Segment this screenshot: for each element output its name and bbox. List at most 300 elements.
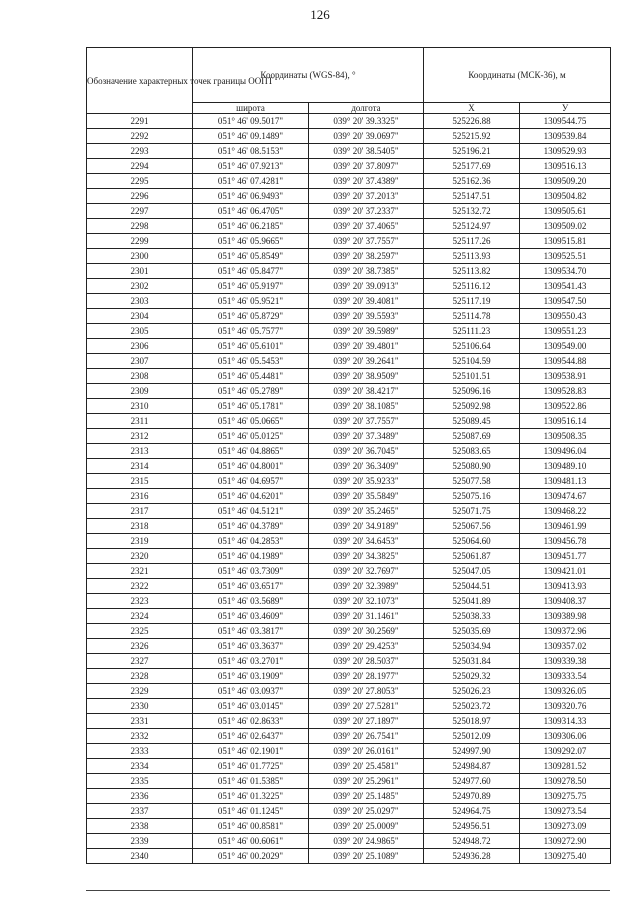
y-coordinate-cell: 1309275.40	[520, 849, 611, 864]
point-number-cell: 2303	[87, 294, 193, 309]
header-latitude: широта	[193, 103, 309, 114]
point-number-cell: 2324	[87, 609, 193, 624]
point-number-cell: 2299	[87, 234, 193, 249]
point-number-cell: 2315	[87, 474, 193, 489]
page-number: 126	[310, 7, 330, 22]
longitude-cell: 039° 20' 35.2465"	[309, 504, 424, 519]
x-coordinate-cell: 525092.98	[424, 399, 520, 414]
table-row	[87, 534, 611, 549]
x-coordinate-cell: 525061.87	[424, 549, 520, 564]
x-coordinate-cell: 525089.45	[424, 414, 520, 429]
latitude-cell: 051° 46' 01.7725"	[193, 759, 309, 774]
table-row	[87, 384, 611, 399]
point-number-cell: 2296	[87, 189, 193, 204]
point-number-cell: 2309	[87, 384, 193, 399]
longitude-cell: 039° 20' 35.9233"	[309, 474, 424, 489]
x-coordinate-cell: 525124.97	[424, 219, 520, 234]
y-coordinate-cell: 1309275.75	[520, 789, 611, 804]
x-coordinate-cell: 525116.12	[424, 279, 520, 294]
longitude-cell: 039° 20' 27.1897"	[309, 714, 424, 729]
point-number-cell: 2329	[87, 684, 193, 699]
longitude-cell: 039° 20' 25.0297"	[309, 804, 424, 819]
longitude-cell: 039° 20' 36.3409"	[309, 459, 424, 474]
table-row	[87, 204, 611, 219]
y-coordinate-cell: 1309468.22	[520, 504, 611, 519]
y-coordinate-cell: 1309357.02	[520, 639, 611, 654]
table-row	[87, 459, 611, 474]
latitude-cell: 051° 46' 04.2853"	[193, 534, 309, 549]
table-row	[87, 714, 611, 729]
x-coordinate-cell: 525106.64	[424, 339, 520, 354]
y-coordinate-cell: 1309549.00	[520, 339, 611, 354]
y-coordinate-cell: 1309461.99	[520, 519, 611, 534]
latitude-cell: 051° 46' 04.5121"	[193, 504, 309, 519]
point-number-cell: 2321	[87, 564, 193, 579]
y-coordinate-cell: 1309505.61	[520, 204, 611, 219]
y-coordinate-cell: 1309273.09	[520, 819, 611, 834]
y-coordinate-cell: 1309413.93	[520, 579, 611, 594]
table-row	[87, 339, 611, 354]
x-coordinate-cell: 524948.72	[424, 834, 520, 849]
table-row	[87, 129, 611, 144]
x-coordinate-cell: 525111.23	[424, 324, 520, 339]
latitude-cell: 051° 46' 01.1245"	[193, 804, 309, 819]
y-coordinate-cell: 1309515.81	[520, 234, 611, 249]
x-coordinate-cell: 525044.51	[424, 579, 520, 594]
table-row	[87, 594, 611, 609]
table-row	[87, 399, 611, 414]
point-number-cell: 2320	[87, 549, 193, 564]
table-row	[87, 564, 611, 579]
latitude-cell: 051° 46' 03.0145"	[193, 699, 309, 714]
y-coordinate-cell: 1309509.20	[520, 174, 611, 189]
latitude-cell: 051° 46' 05.0665"	[193, 414, 309, 429]
table-row	[87, 264, 611, 279]
y-coordinate-cell: 1309547.50	[520, 294, 611, 309]
y-coordinate-cell: 1309544.88	[520, 354, 611, 369]
longitude-cell: 039° 20' 37.7557"	[309, 234, 424, 249]
longitude-cell: 039° 20' 26.7541"	[309, 729, 424, 744]
y-coordinate-cell: 1309538.91	[520, 369, 611, 384]
point-number-cell: 2305	[87, 324, 193, 339]
point-number-cell: 2336	[87, 789, 193, 804]
x-coordinate-cell: 525041.89	[424, 594, 520, 609]
latitude-cell: 051° 46' 03.7309"	[193, 564, 309, 579]
x-coordinate-cell: 525117.19	[424, 294, 520, 309]
y-coordinate-cell: 1309489.10	[520, 459, 611, 474]
table-row	[87, 654, 611, 669]
point-number-cell: 2338	[87, 819, 193, 834]
x-coordinate-cell: 525075.16	[424, 489, 520, 504]
x-coordinate-cell: 525113.93	[424, 249, 520, 264]
y-coordinate-cell: 1309306.06	[520, 729, 611, 744]
longitude-cell: 039° 20' 25.0009"	[309, 819, 424, 834]
x-coordinate-cell: 525018.97	[424, 714, 520, 729]
table-row	[87, 639, 611, 654]
y-coordinate-cell: 1309320.76	[520, 699, 611, 714]
table-row	[87, 849, 611, 864]
header-wgs84-coordinates: Координаты (WGS-84), °	[193, 48, 424, 103]
x-coordinate-cell: 525038.33	[424, 609, 520, 624]
latitude-cell: 051° 46' 03.6517"	[193, 579, 309, 594]
y-coordinate-cell: 1309525.51	[520, 249, 611, 264]
table-row	[87, 789, 611, 804]
longitude-cell: 039° 20' 37.8097"	[309, 159, 424, 174]
y-coordinate-cell: 1309421.01	[520, 564, 611, 579]
y-coordinate-cell: 1309292.07	[520, 744, 611, 759]
longitude-cell: 039° 20' 38.5405"	[309, 144, 424, 159]
table-row	[87, 804, 611, 819]
table-row	[87, 729, 611, 744]
point-number-cell: 2310	[87, 399, 193, 414]
latitude-cell: 051° 46' 04.6201"	[193, 489, 309, 504]
x-coordinate-cell: 525113.82	[424, 264, 520, 279]
latitude-cell: 051° 46' 01.3225"	[193, 789, 309, 804]
table-row	[87, 474, 611, 489]
x-coordinate-cell: 525067.56	[424, 519, 520, 534]
table-row	[87, 819, 611, 834]
table-row	[87, 624, 611, 639]
header-msk36-coordinates: Координаты (МСК-36), м	[424, 48, 611, 103]
longitude-cell: 039° 20' 39.0913"	[309, 279, 424, 294]
table-row	[87, 219, 611, 234]
y-coordinate-cell: 1309278.50	[520, 774, 611, 789]
y-coordinate-cell: 1309550.43	[520, 309, 611, 324]
y-coordinate-cell: 1309339.38	[520, 654, 611, 669]
table-row	[87, 699, 611, 714]
x-coordinate-cell: 524984.87	[424, 759, 520, 774]
latitude-cell: 051° 46' 04.6957"	[193, 474, 309, 489]
y-coordinate-cell: 1309539.84	[520, 129, 611, 144]
point-number-cell: 2327	[87, 654, 193, 669]
x-coordinate-cell: 525077.58	[424, 474, 520, 489]
header-x: X	[424, 103, 520, 114]
y-coordinate-cell: 1309456.78	[520, 534, 611, 549]
table-row	[87, 249, 611, 264]
x-coordinate-cell: 525117.26	[424, 234, 520, 249]
y-coordinate-cell: 1309516.14	[520, 414, 611, 429]
header-longitude: долгота	[309, 103, 424, 114]
longitude-cell: 039° 20' 39.5593"	[309, 309, 424, 324]
latitude-cell: 051° 46' 05.4481"	[193, 369, 309, 384]
latitude-cell: 051° 46' 05.9665"	[193, 234, 309, 249]
y-coordinate-cell: 1309522.86	[520, 399, 611, 414]
table-row	[87, 174, 611, 189]
point-number-cell: 2340	[87, 849, 193, 864]
longitude-cell: 039° 20' 39.2641"	[309, 354, 424, 369]
latitude-cell: 051° 46' 04.8865"	[193, 444, 309, 459]
point-number-cell: 2297	[87, 204, 193, 219]
point-number-cell: 2319	[87, 534, 193, 549]
point-number-cell: 2302	[87, 279, 193, 294]
latitude-cell: 051° 46' 03.3817"	[193, 624, 309, 639]
point-number-cell: 2298	[87, 219, 193, 234]
longitude-cell: 039° 20' 29.4253"	[309, 639, 424, 654]
y-coordinate-cell: 1309534.70	[520, 264, 611, 279]
longitude-cell: 039° 20' 38.2597"	[309, 249, 424, 264]
table-row	[87, 324, 611, 339]
table-row	[87, 234, 611, 249]
x-coordinate-cell: 525132.72	[424, 204, 520, 219]
longitude-cell: 039° 20' 26.0161"	[309, 744, 424, 759]
longitude-cell: 039° 20' 35.5849"	[309, 489, 424, 504]
table-row	[87, 684, 611, 699]
latitude-cell: 051° 46' 03.1909"	[193, 669, 309, 684]
latitude-cell: 051° 46' 05.8729"	[193, 309, 309, 324]
latitude-cell: 051° 46' 03.2701"	[193, 654, 309, 669]
table-row	[87, 309, 611, 324]
x-coordinate-cell: 525026.23	[424, 684, 520, 699]
table-row	[87, 519, 611, 534]
point-number-cell: 2301	[87, 264, 193, 279]
point-number-cell: 2328	[87, 669, 193, 684]
x-coordinate-cell: 525104.59	[424, 354, 520, 369]
x-coordinate-cell: 525083.65	[424, 444, 520, 459]
point-number-cell: 2312	[87, 429, 193, 444]
y-coordinate-cell: 1309529.93	[520, 144, 611, 159]
y-coordinate-cell: 1309516.13	[520, 159, 611, 174]
table-row	[87, 414, 611, 429]
x-coordinate-cell: 525087.69	[424, 429, 520, 444]
latitude-cell: 051° 46' 02.8633"	[193, 714, 309, 729]
point-number-cell: 2335	[87, 774, 193, 789]
point-number-cell: 2300	[87, 249, 193, 264]
longitude-cell: 039° 20' 27.8053"	[309, 684, 424, 699]
table-row	[87, 354, 611, 369]
longitude-cell: 039° 20' 32.1073"	[309, 594, 424, 609]
x-coordinate-cell: 524964.75	[424, 804, 520, 819]
x-coordinate-cell: 525023.72	[424, 699, 520, 714]
table-row	[87, 369, 611, 384]
table-row	[87, 444, 611, 459]
y-coordinate-cell: 1309541.43	[520, 279, 611, 294]
x-coordinate-cell: 525114.78	[424, 309, 520, 324]
y-coordinate-cell: 1309504.82	[520, 189, 611, 204]
longitude-cell: 039° 20' 25.1485"	[309, 789, 424, 804]
latitude-cell: 051° 46' 04.1989"	[193, 549, 309, 564]
y-coordinate-cell: 1309281.52	[520, 759, 611, 774]
point-number-cell: 2326	[87, 639, 193, 654]
point-number-cell: 2294	[87, 159, 193, 174]
longitude-cell: 039° 20' 37.2013"	[309, 189, 424, 204]
latitude-cell: 051° 46' 02.6437"	[193, 729, 309, 744]
latitude-cell: 051° 46' 05.7577"	[193, 324, 309, 339]
table-row	[87, 609, 611, 624]
table-row	[87, 549, 611, 564]
latitude-cell: 051° 46' 03.0937"	[193, 684, 309, 699]
longitude-cell: 039° 20' 37.2337"	[309, 204, 424, 219]
x-coordinate-cell: 525162.36	[424, 174, 520, 189]
x-coordinate-cell: 525215.92	[424, 129, 520, 144]
x-coordinate-cell: 525034.94	[424, 639, 520, 654]
x-coordinate-cell: 525080.90	[424, 459, 520, 474]
y-coordinate-cell: 1309272.90	[520, 834, 611, 849]
longitude-cell: 039° 20' 24.9865"	[309, 834, 424, 849]
x-coordinate-cell: 525196.21	[424, 144, 520, 159]
x-coordinate-cell: 524997.90	[424, 744, 520, 759]
table-row	[87, 114, 611, 129]
y-coordinate-cell: 1309528.83	[520, 384, 611, 399]
table-row	[87, 279, 611, 294]
point-number-cell: 2295	[87, 174, 193, 189]
point-number-cell: 2334	[87, 759, 193, 774]
longitude-cell: 039° 20' 39.4801"	[309, 339, 424, 354]
latitude-cell: 051° 46' 08.5153"	[193, 144, 309, 159]
table-row	[87, 669, 611, 684]
latitude-cell: 051° 46' 05.8477"	[193, 264, 309, 279]
x-coordinate-cell: 524956.51	[424, 819, 520, 834]
x-coordinate-cell: 525096.16	[424, 384, 520, 399]
point-number-cell: 2339	[87, 834, 193, 849]
longitude-cell: 039° 20' 38.7385"	[309, 264, 424, 279]
table-row	[87, 504, 611, 519]
latitude-cell: 051° 46' 00.6061"	[193, 834, 309, 849]
x-coordinate-cell: 525071.75	[424, 504, 520, 519]
latitude-cell: 051° 46' 06.4705"	[193, 204, 309, 219]
latitude-cell: 051° 46' 05.2789"	[193, 384, 309, 399]
x-coordinate-cell: 525147.51	[424, 189, 520, 204]
x-coordinate-cell: 524970.89	[424, 789, 520, 804]
longitude-cell: 039° 20' 39.5989"	[309, 324, 424, 339]
table-row	[87, 759, 611, 774]
latitude-cell: 051° 46' 09.5017"	[193, 114, 309, 129]
longitude-cell: 039° 20' 32.7697"	[309, 564, 424, 579]
y-coordinate-cell: 1309508.35	[520, 429, 611, 444]
longitude-cell: 039° 20' 32.3989"	[309, 579, 424, 594]
table-row	[87, 429, 611, 444]
longitude-cell: 039° 20' 34.3825"	[309, 549, 424, 564]
longitude-cell: 039° 20' 38.4217"	[309, 384, 424, 399]
x-coordinate-cell: 525012.09	[424, 729, 520, 744]
table-row	[87, 744, 611, 759]
point-number-cell: 2322	[87, 579, 193, 594]
table-row	[87, 294, 611, 309]
bottom-rule	[86, 890, 610, 891]
latitude-cell: 051° 46' 00.2029"	[193, 849, 309, 864]
y-coordinate-cell: 1309496.04	[520, 444, 611, 459]
y-coordinate-cell: 1309544.75	[520, 114, 611, 129]
point-number-cell: 2318	[87, 519, 193, 534]
latitude-cell: 051° 46' 04.3789"	[193, 519, 309, 534]
point-number-cell: 2314	[87, 459, 193, 474]
longitude-cell: 039° 20' 28.5037"	[309, 654, 424, 669]
point-number-cell: 2337	[87, 804, 193, 819]
point-number-cell: 2317	[87, 504, 193, 519]
longitude-cell: 039° 20' 39.3325"	[309, 114, 424, 129]
point-number-cell: 2292	[87, 129, 193, 144]
longitude-cell: 039° 20' 38.9509"	[309, 369, 424, 384]
x-coordinate-cell: 525226.88	[424, 114, 520, 129]
y-coordinate-cell: 1309333.54	[520, 669, 611, 684]
x-coordinate-cell: 525035.69	[424, 624, 520, 639]
table-row	[87, 159, 611, 174]
latitude-cell: 051° 46' 03.4609"	[193, 609, 309, 624]
x-coordinate-cell: 525047.05	[424, 564, 520, 579]
table-body	[87, 114, 611, 864]
latitude-cell: 051° 46' 06.9493"	[193, 189, 309, 204]
point-number-cell: 2333	[87, 744, 193, 759]
y-coordinate-cell: 1309314.33	[520, 714, 611, 729]
y-coordinate-cell: 1309509.02	[520, 219, 611, 234]
longitude-cell: 039° 20' 38.1085"	[309, 399, 424, 414]
point-number-cell: 2332	[87, 729, 193, 744]
x-coordinate-cell: 524977.60	[424, 774, 520, 789]
longitude-cell: 039° 20' 39.0697"	[309, 129, 424, 144]
latitude-cell: 051° 46' 05.6101"	[193, 339, 309, 354]
latitude-cell: 051° 46' 03.5689"	[193, 594, 309, 609]
longitude-cell: 039° 20' 28.1977"	[309, 669, 424, 684]
longitude-cell: 039° 20' 37.4065"	[309, 219, 424, 234]
y-coordinate-cell: 1309389.98	[520, 609, 611, 624]
longitude-cell: 039° 20' 36.7045"	[309, 444, 424, 459]
latitude-cell: 051° 46' 01.5385"	[193, 774, 309, 789]
point-number-cell: 2311	[87, 414, 193, 429]
longitude-cell: 039° 20' 34.9189"	[309, 519, 424, 534]
latitude-cell: 051° 46' 05.9521"	[193, 294, 309, 309]
coordinates-table	[86, 47, 611, 864]
latitude-cell: 051° 46' 09.1489"	[193, 129, 309, 144]
longitude-cell: 039° 20' 27.5281"	[309, 699, 424, 714]
latitude-cell: 051° 46' 05.1781"	[193, 399, 309, 414]
y-coordinate-cell: 1309551.23	[520, 324, 611, 339]
point-number-cell: 2316	[87, 489, 193, 504]
latitude-cell: 051° 46' 03.3637"	[193, 639, 309, 654]
point-number-cell: 2307	[87, 354, 193, 369]
table-row	[87, 489, 611, 504]
latitude-cell: 051° 46' 02.1901"	[193, 744, 309, 759]
y-coordinate-cell: 1309408.37	[520, 594, 611, 609]
latitude-cell: 051° 46' 07.4281"	[193, 174, 309, 189]
longitude-cell: 039° 20' 25.1089"	[309, 849, 424, 864]
table-row	[87, 579, 611, 594]
point-number-cell: 2291	[87, 114, 193, 129]
longitude-cell: 039° 20' 39.4081"	[309, 294, 424, 309]
latitude-cell: 051° 46' 05.0125"	[193, 429, 309, 444]
y-coordinate-cell: 1309474.67	[520, 489, 611, 504]
longitude-cell: 039° 20' 37.4389"	[309, 174, 424, 189]
x-coordinate-cell: 525177.69	[424, 159, 520, 174]
x-coordinate-cell: 525029.32	[424, 669, 520, 684]
point-number-cell: 2323	[87, 594, 193, 609]
longitude-cell: 039° 20' 34.6453"	[309, 534, 424, 549]
y-coordinate-cell: 1309326.05	[520, 684, 611, 699]
longitude-cell: 039° 20' 30.2569"	[309, 624, 424, 639]
point-number-cell: 2331	[87, 714, 193, 729]
x-coordinate-cell: 525031.84	[424, 654, 520, 669]
header-point-designation: Обозначение характерных точек границы ООПТ	[87, 48, 193, 114]
longitude-cell: 039° 20' 31.1461"	[309, 609, 424, 624]
longitude-cell: 039° 20' 37.3489"	[309, 429, 424, 444]
point-number-cell: 2306	[87, 339, 193, 354]
point-number-cell: 2304	[87, 309, 193, 324]
latitude-cell: 051° 46' 04.8001"	[193, 459, 309, 474]
latitude-cell: 051° 46' 05.9197"	[193, 279, 309, 294]
y-coordinate-cell: 1309481.13	[520, 474, 611, 489]
longitude-cell: 039° 20' 37.7557"	[309, 414, 424, 429]
x-coordinate-cell: 524936.28	[424, 849, 520, 864]
latitude-cell: 051° 46' 00.8581"	[193, 819, 309, 834]
y-coordinate-cell: 1309372.96	[520, 624, 611, 639]
table-row	[87, 774, 611, 789]
point-number-cell: 2293	[87, 144, 193, 159]
latitude-cell: 051° 46' 06.2185"	[193, 219, 309, 234]
y-coordinate-cell: 1309451.77	[520, 549, 611, 564]
point-number-cell: 2325	[87, 624, 193, 639]
longitude-cell: 039° 20' 25.4581"	[309, 759, 424, 774]
latitude-cell: 051° 46' 05.8549"	[193, 249, 309, 264]
table-row	[87, 834, 611, 849]
x-coordinate-cell: 525064.60	[424, 534, 520, 549]
